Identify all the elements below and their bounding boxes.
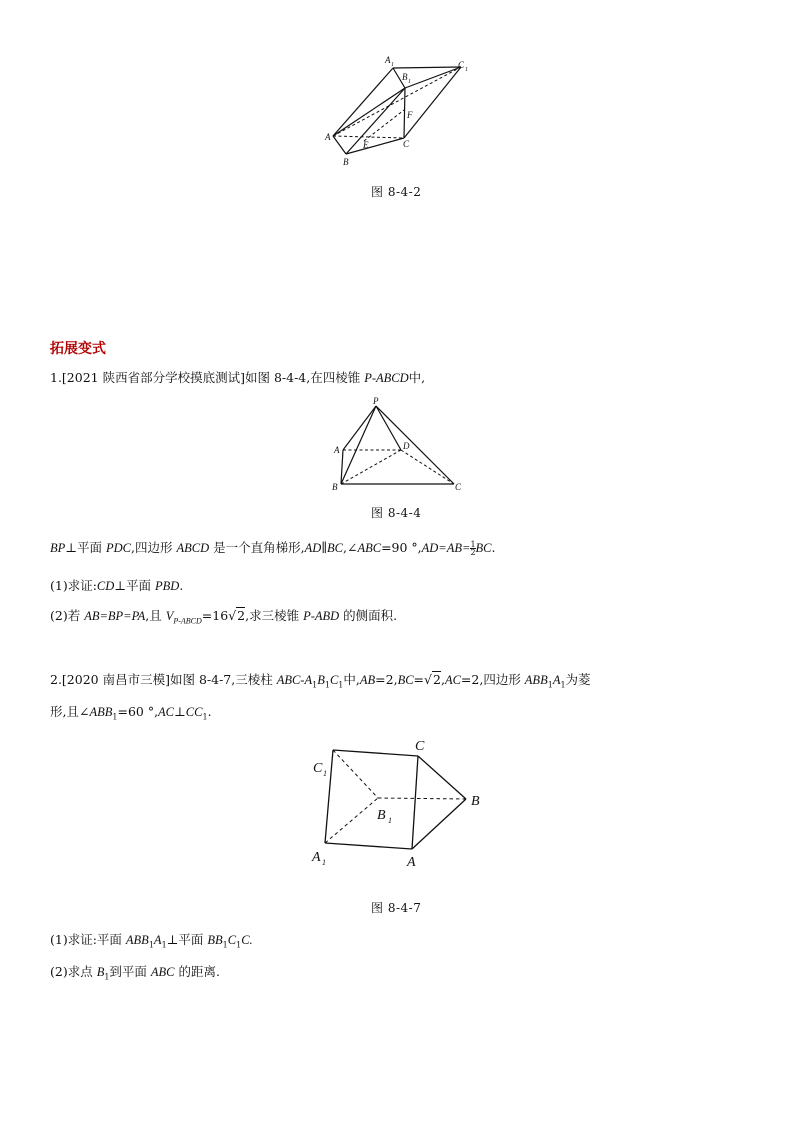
figure-8-4-4	[328, 394, 468, 496]
edge-c-a	[412, 756, 418, 849]
edge-d-c-hidden	[401, 450, 454, 484]
label-c1: C	[313, 761, 323, 776]
problem2-line2: 形,且$\angle ABB_1=60$ $^\circ,AC\perp CC_1$.	[50, 704, 212, 722]
edge-a1-a	[325, 843, 412, 849]
label-b: B	[332, 482, 338, 492]
edge-b1-c	[404, 88, 405, 138]
figure-8-4-4-caption: 图 8-4-4	[371, 506, 422, 520]
svg-text:1: 1	[391, 62, 394, 68]
svg-text:1: 1	[465, 67, 468, 73]
problem2-question2: (2)求点 $B_1$到平面 ABC 的距离.	[50, 964, 220, 982]
label-c: C	[455, 482, 462, 492]
label-a: A	[334, 445, 340, 455]
label-a1: A	[312, 850, 321, 865]
label-b1: B	[377, 808, 386, 823]
svg-text:1: 1	[408, 79, 411, 85]
problem2-line1: 2.[2020 南昌市三模]如图 8-4-7,三棱柱 ABC-$A_1B_1C_1$中,AB=2,BC=√2,AC=2,四边形 $ABB_1A_1$为菱	[50, 672, 591, 690]
label-d: D	[403, 441, 410, 451]
edge-c1-a1	[325, 750, 333, 843]
label-p: P	[373, 396, 379, 406]
label-c: C	[415, 739, 425, 754]
problem1-intro: 1.[2021 陕西省部分学校摸底测试]如图 8-4-4,在四棱锥 P-ABCD中,	[50, 370, 426, 385]
edge-a-b	[333, 136, 346, 154]
edge-b-d-hidden	[341, 450, 401, 484]
edge-e-f-hidden	[364, 110, 404, 141]
label-a: A	[325, 132, 331, 142]
edge-b1-b-hidden	[378, 798, 466, 799]
label-a: A	[407, 855, 416, 870]
edge-c1-c	[333, 750, 418, 756]
figure-8-4-2	[320, 50, 480, 175]
problem1-conditions: BP⊥平面 PDC,四边形 ABCD 是一个直角梯形,AD∥BC,∠ABC=90 °,AD=AB= $\frac{1}{2}$ BC.	[50, 540, 496, 557]
label-f: F	[407, 110, 413, 120]
edge-c-b	[418, 756, 466, 799]
fraction-one-half: $\frac{1}{2}$	[470, 540, 476, 557]
svg-text:1: 1	[322, 858, 326, 867]
label-e: E	[363, 140, 369, 150]
figure-8-4-2-caption: 图 8-4-2	[371, 185, 422, 199]
edge-a-b	[412, 799, 466, 849]
label-b: B	[471, 794, 480, 809]
label-a1: A	[385, 55, 391, 65]
problem1-question1: (1)求证:CD⊥平面 PBD.	[50, 578, 184, 593]
edge-a1-b1-hidden	[325, 798, 378, 843]
label-c1: C	[458, 60, 465, 70]
section-heading: 拓展变式	[50, 341, 106, 357]
label-b1: B	[402, 72, 408, 82]
edge-p-c	[376, 406, 454, 484]
problem1-question2: (2)若 AB=BP=PA,且 $V_{P-ABCD}=16√2$,求三棱锥 P-ABD 的侧面积.	[50, 608, 398, 626]
edge-b-c	[346, 138, 404, 154]
label-b: B	[343, 157, 349, 167]
svg-text:1: 1	[323, 769, 327, 778]
figure-8-4-7-caption: 图 8-4-7	[371, 901, 422, 915]
edge-c1-b1-hidden	[333, 750, 378, 798]
problem2-question1: (1)求证:平面 $ABB_1A_1\perp$平面 $BB_1C_1C$.	[50, 932, 253, 950]
edge-a-c1-hidden	[333, 67, 461, 136]
label-c: C	[403, 139, 410, 149]
figure-8-4-7	[305, 730, 495, 875]
svg-text:1: 1	[388, 816, 392, 825]
edge-a1-c1	[393, 67, 461, 68]
